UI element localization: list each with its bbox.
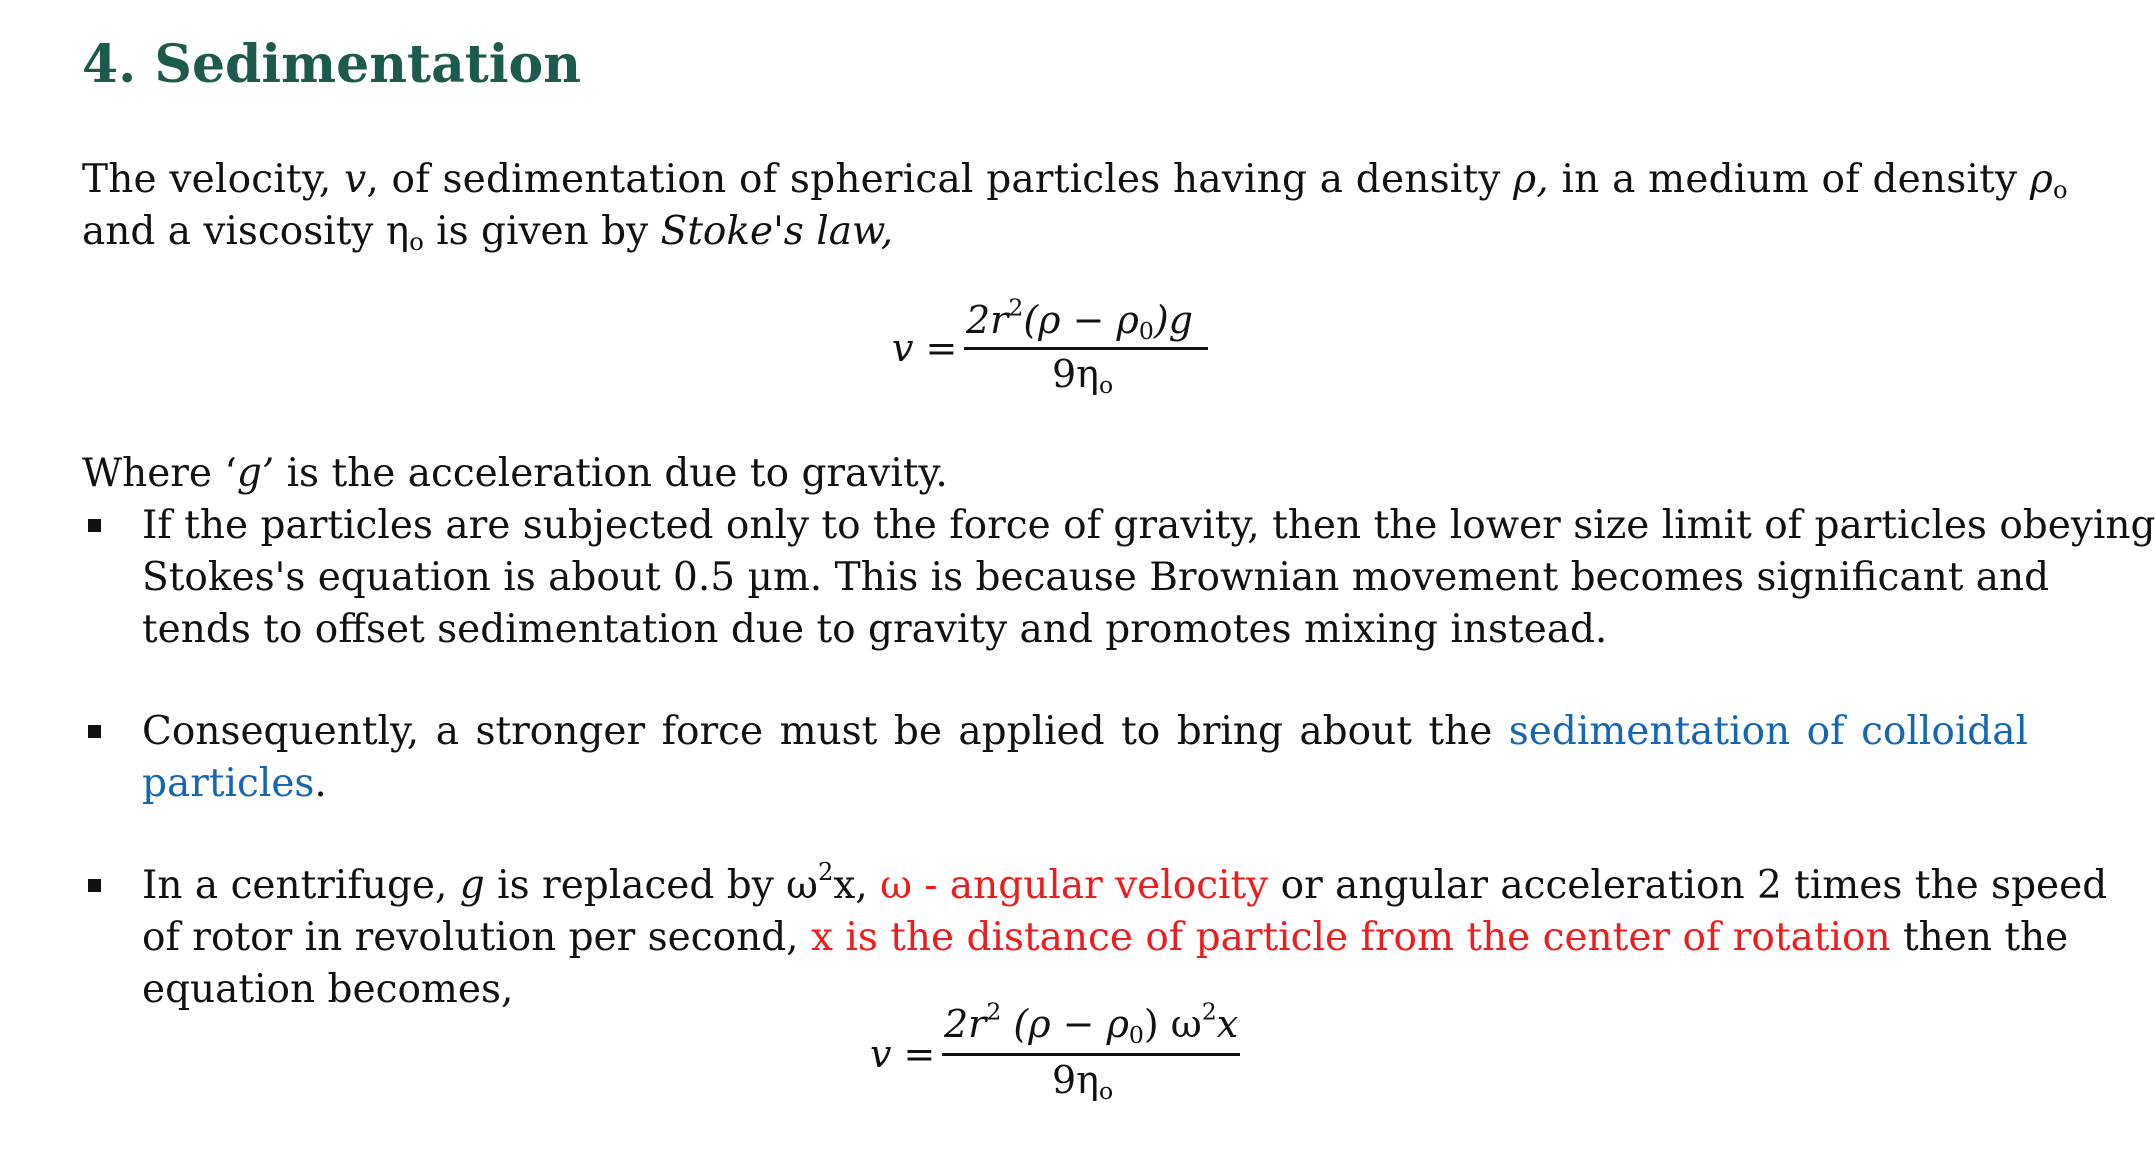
formula-denominator: $9\eta_o$ <box>1052 352 1114 399</box>
bullet-3-line-1: In a centrifuge, g is replaced by $\omega^2x$, ω - angular velocity or angular acceleration 2 times the speed <box>142 857 2108 908</box>
bullet-3-line-3: equation becomes, <box>142 967 514 1012</box>
slide-title: 4. Sedimentation <box>82 34 582 95</box>
bullet-2-line-2: particles. <box>142 761 327 806</box>
formula-numerator: $2r^2$ $(\rho - \rho_0)$ $\omega^2x$ <box>944 997 1239 1049</box>
fraction-bar <box>942 1053 1240 1056</box>
intro-line-1: The velocity, v, of sedimentation of spherical particles having a density ρ, in a medium of density $\rho_o$ <box>82 157 2068 205</box>
where-line: Where ‘g’ is the acceleration due to gravity. <box>82 451 948 496</box>
bullet-1-line-1: If the particles are subjected only to the force of gravity, then the lower size limit of particles obeying <box>142 503 2155 548</box>
bullet-icon <box>88 725 101 738</box>
bullet-icon <box>88 519 101 532</box>
bullet-3-line-2: of rotor in revolution per second, x is the distance of particle from the center of rotation then the <box>142 915 2069 960</box>
formula-lhs: v = <box>892 326 958 370</box>
formula-denominator: $9\eta_o$ <box>1052 1058 1114 1105</box>
bullet-2-line-1: Consequently, a stronger force must be applied to bring about the sedimentation of colloidal <box>142 709 2028 754</box>
bullet-1-line-3: tends to offset sedimentation due to gravity and promotes mixing instead. <box>142 607 1608 652</box>
intro-line-2: and a viscosity $\eta_o$ is given by Stoke's law, <box>82 209 894 257</box>
bullet-icon <box>88 879 101 892</box>
bullet-1-line-2: Stokes's equation is about 0.5 µm. This is because Brownian movement becomes significant and <box>142 555 2050 600</box>
formula-lhs: v = <box>870 1032 936 1076</box>
formula-numerator: $2r^2(\rho - \rho_0)g$ <box>966 293 1193 345</box>
fraction-bar <box>964 347 1208 350</box>
